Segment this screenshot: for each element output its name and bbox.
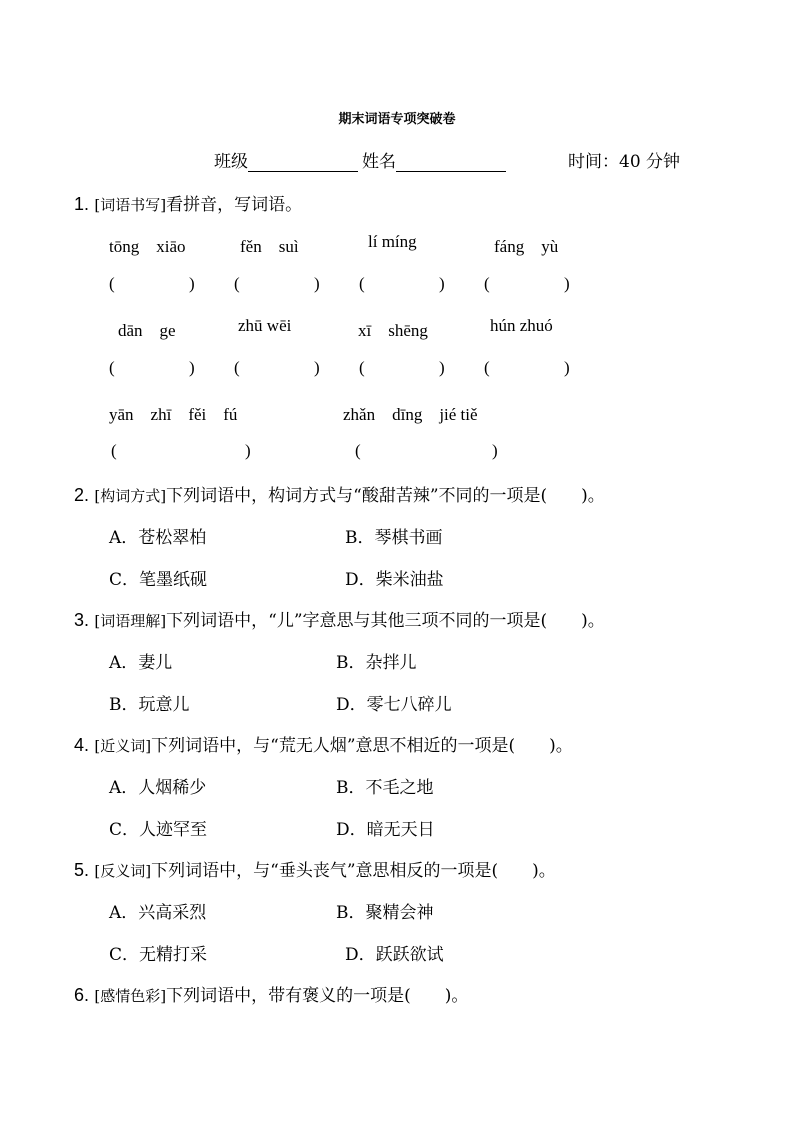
question-tag: [近义词] (94, 737, 152, 755)
name-label: 姓名 (362, 152, 396, 172)
pinyin-item: xī shēng (358, 321, 428, 340)
option-d: D．暗无天日 (336, 820, 435, 840)
name-blank[interactable] (396, 154, 506, 172)
question-number: 6. (74, 985, 90, 1005)
time-label: 时间：40 分钟 (568, 152, 681, 172)
option-c: C．笔墨纸砚 (109, 570, 208, 590)
answer-open-paren: ( (359, 358, 365, 377)
class-blank[interactable] (248, 154, 358, 172)
question-text: 下列词语中，“儿”字意思与其他三项不同的一项是( )。 (166, 611, 605, 631)
option-a: A．兴高采烈 (109, 903, 207, 923)
question-text: 看拼音，写词语。 (166, 195, 303, 215)
pinyin-item: zhǎn dīng jié tiě (343, 405, 478, 424)
option-a: A．苍松翠柏 (109, 528, 207, 548)
pinyin-item: yān zhī fěi fú (109, 405, 238, 424)
answer-close-paren: ) (189, 358, 195, 377)
pinyin-item: zhū wēi (238, 316, 292, 335)
pinyin-item: fěn suì (240, 237, 299, 256)
question-tag: [感情色彩] (94, 987, 167, 1005)
question-tag: [反义词] (94, 862, 152, 880)
option-d: D．柴米油盐 (345, 570, 444, 590)
question-4 (74, 731, 573, 756)
pinyin-item: lí míng (368, 232, 417, 251)
question-text: 下列词语中，与“荒无人烟”意思不相近的一项是( )。 (151, 736, 573, 756)
option-d: D．零七八碎儿 (336, 695, 452, 715)
answer-close-paren: ) (314, 358, 320, 377)
question-tag: [词语书写] (94, 196, 167, 214)
answer-open-paren: ( (109, 274, 115, 293)
pinyin-item: fáng yù (494, 237, 559, 256)
question-tag: [词语理解] (94, 612, 167, 630)
question-2 (74, 481, 605, 506)
question-5 (74, 856, 556, 881)
class-field (214, 147, 358, 172)
answer-open-paren: ( (355, 441, 361, 460)
question-text: 下列词语中，带有褒义的一项是( )。 (166, 986, 469, 1006)
option-d: D．跃跃欲试 (345, 945, 444, 965)
option-a: A．妻儿 (109, 653, 173, 673)
answer-open-paren: ( (234, 358, 240, 377)
answer-open-paren: ( (109, 358, 115, 377)
question-number: 5. (74, 860, 90, 880)
answer-open-paren: ( (111, 441, 117, 460)
option-b: B．不毛之地 (336, 778, 434, 798)
question-number: 2. (74, 485, 90, 505)
option-a: A．人烟稀少 (109, 778, 207, 798)
option-c: C．无精打采 (109, 945, 208, 965)
question-text: 下列词语中，与“垂头丧气”意思相反的一项是( )。 (151, 861, 556, 881)
question-number: 3. (74, 610, 90, 630)
option-b: B．聚精会神 (336, 903, 434, 923)
answer-open-paren: ( (484, 358, 490, 377)
question-number: 1. (74, 194, 90, 214)
question-tag: [构词方式] (94, 487, 167, 505)
answer-open-paren: ( (359, 274, 365, 293)
option-c: B．玩意儿 (109, 695, 190, 715)
name-field (362, 147, 506, 172)
question-3 (74, 606, 605, 631)
answer-close-paren: ) (245, 441, 251, 460)
class-label: 班级 (214, 152, 248, 172)
answer-close-paren: ) (314, 274, 320, 293)
question-6 (74, 981, 468, 1006)
answer-close-paren: ) (564, 358, 570, 377)
option-b: B．琴棋书画 (345, 528, 443, 548)
answer-close-paren: ) (492, 441, 498, 460)
answer-open-paren: ( (234, 274, 240, 293)
question-number: 4. (74, 735, 90, 755)
pinyin-item: hún zhuó (490, 316, 553, 335)
page-title: 期末词语专项突破卷 (338, 112, 456, 127)
answer-close-paren: ) (564, 274, 570, 293)
answer-close-paren: ) (439, 358, 445, 377)
answer-close-paren: ) (439, 274, 445, 293)
question-text: 下列词语中，构词方式与“酸甜苦辣”不同的一项是( )。 (166, 486, 605, 506)
pinyin-item: dān ge (118, 321, 176, 340)
answer-open-paren: ( (484, 274, 490, 293)
option-c: C．人迹罕至 (109, 820, 208, 840)
pinyin-item: tōng xiāo (109, 237, 186, 256)
option-b: B．杂拌儿 (336, 653, 417, 673)
question-1 (74, 190, 302, 215)
answer-close-paren: ) (189, 274, 195, 293)
